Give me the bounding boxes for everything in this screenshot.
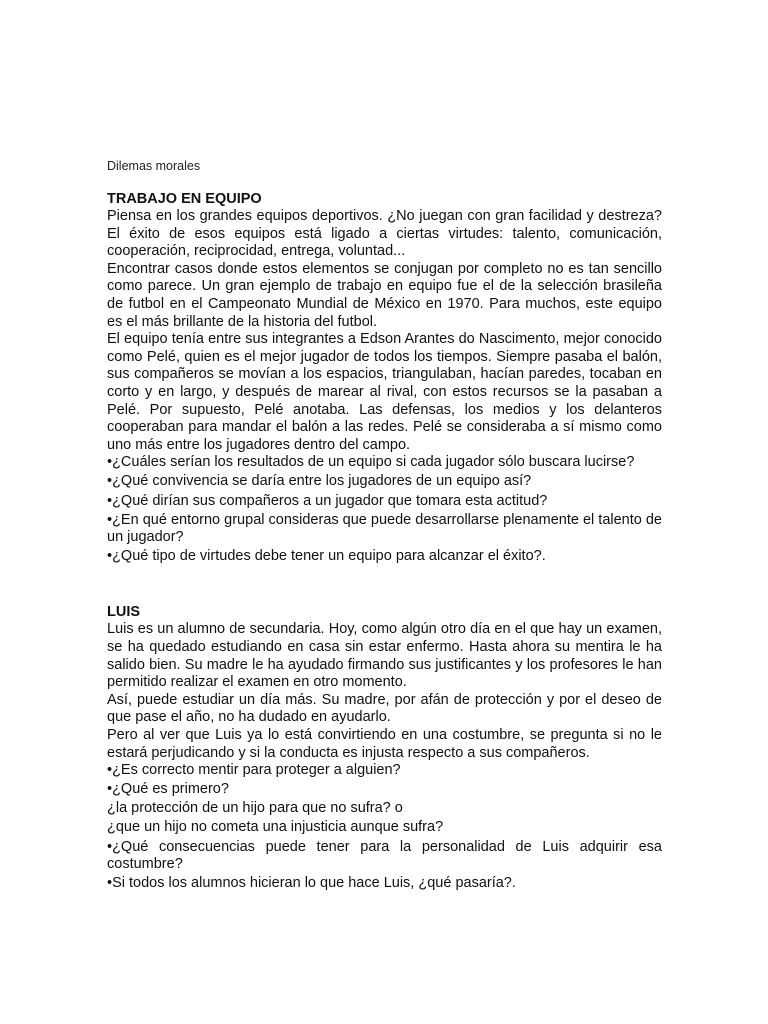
paragraph: Así, puede estudiar un día más. Su madre, por afán de protección y por el deseo de que pase el año, no ha dudado en ayudarlo. — [107, 691, 662, 726]
section-trabajo-en-equipo — [107, 191, 662, 566]
question-item: •¿Es correcto mentir para proteger a alguien? — [107, 762, 401, 779]
section-spacer — [107, 567, 662, 601]
question-item: •¿Qué tipo de virtudes debe tener un equipo para alcanzar el éxito?. — [107, 548, 546, 565]
question-item: •Si todos los alumnos hicieran lo que hace Luis, ¿qué pasaría?. — [107, 875, 516, 892]
paragraph: Encontrar casos donde estos elementos se conjugan por completo no es tan sencillo como parece. Un gran ejemplo de trabajo en equipo fue el de la selección brasileña de futbol en el Campeonato Mundial de México en 1970. Para muchos, este equipo es el más brillante de la historia del futbol. — [107, 260, 662, 330]
paragraph: Pero al ver que Luis ya lo está convirtiendo en una costumbre, se pregunta si no le estará perjudicando y si la conducta es injusta respecto a sus compañeros. — [107, 726, 662, 761]
section-title: TRABAJO EN EQUIPO — [107, 191, 262, 207]
question-item: •¿En qué entorno grupal consideras que puede desarrollarse plenamente el talento de un jugador? — [107, 511, 662, 546]
question-item: •¿Qué convivencia se daría entre los jugadores de un equipo así? — [107, 473, 532, 490]
question-item: •¿Qué dirían sus compañeros a un jugador que tomara esta actitud? — [107, 492, 548, 509]
paragraph: Piensa en los grandes equipos deportivos. ¿No juegan con gran facilidad y destreza? El éxito de esos equipos está ligado a ciertas virtudes: talento, comunicación, cooperación, reciprocidad, entrega, voluntad... — [107, 208, 662, 260]
question-item: ¿que un hijo no cometa una injusticia aunque sufra? — [107, 819, 444, 836]
question-item: ¿la protección de un hijo para que no sufra? o — [107, 800, 403, 817]
question-item: •¿Qué es primero? — [107, 781, 229, 798]
question-item: •¿Qué consecuencias puede tener para la personalidad de Luis adquirir esa costumbre? — [107, 838, 662, 873]
paragraph: Luis es un alumno de secundaria. Hoy, como algún otro día en el que hay un examen, se ha quedado estudiando en casa sin estar enfermo. Hasta ahora su mentira le ha salido bien. Su madre le ha ayudado firmando sus justificantes y los profesores le han permitido realizar el examen en otro momento. — [107, 621, 662, 691]
section-title: LUIS — [107, 604, 141, 621]
question-item: •¿Cuáles serían los resultados de un equipo si cada jugador sólo buscara lucirse? — [107, 454, 635, 471]
document-label: Dilemas morales — [107, 159, 201, 173]
paragraph: El equipo tenía entre sus integrantes a Edson Arantes do Nascimento, mejor conocido como Pelé, quien es el mejor jugador de todos los tiempos. Siempre pasaba el balón, sus compañeros se movían a los espacios, triangulaban, hacían paredes, tocaban en corto y en largo, y después de marear al rival, con estos recursos se la pasaban a Pelé. Por supuesto, Pelé anotaba. Las defensas, los medios y los delanteros cooperaban para mandar el balón a las redes. Pelé se consideraba a sí mismo como uno más entre los jugadores dentro del campo. — [107, 331, 662, 453]
section-luis — [107, 604, 662, 892]
